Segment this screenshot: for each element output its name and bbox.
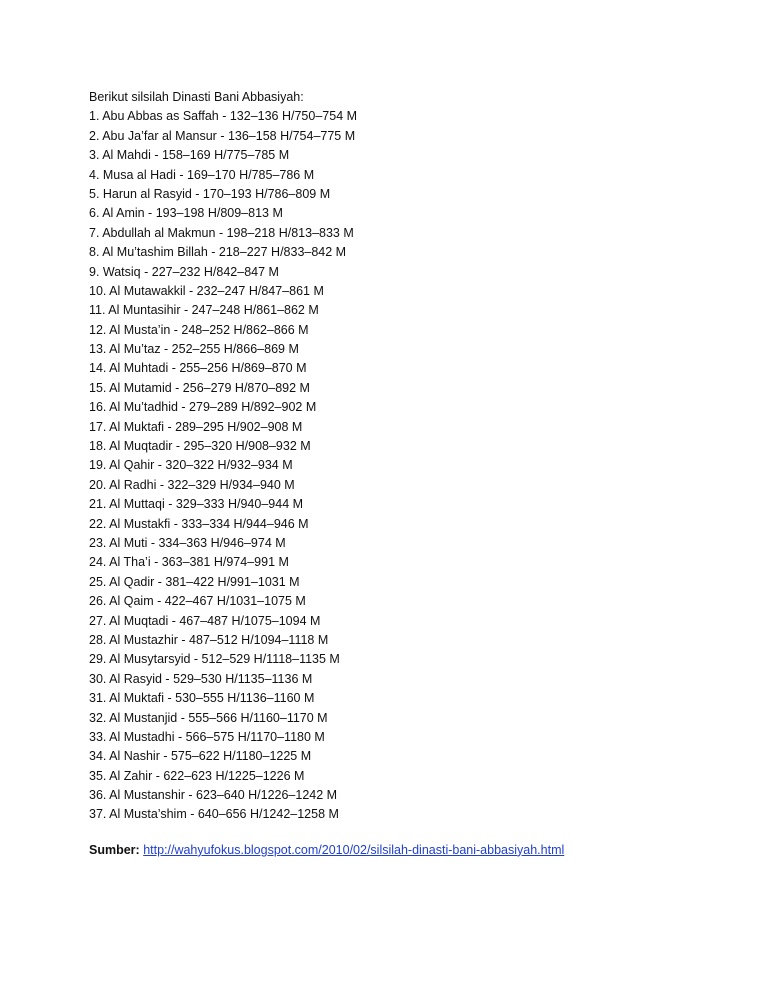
list-item: 20. Al Radhi - 322–329 H/934–940 M: [89, 477, 295, 492]
source-line: [89, 840, 729, 860]
list-item: 3. Al Mahdi - 158–169 H/775–785 M: [89, 148, 290, 163]
list-item: 27. Al Muqtadi - 467–487 H/1075–1094 M: [89, 613, 321, 628]
caliph-list: [89, 107, 729, 824]
list-item: 35. Al Zahir - 622–623 H/1225–1226 M: [89, 768, 305, 783]
list-item: 4. Musa al Hadi - 169–170 H/785–786 M: [89, 167, 315, 182]
list-item: 21. Al Muttaqi - 329–333 H/940–944 M: [89, 497, 304, 512]
list-item: 18. Al Muqtadir - 295–320 H/908–932 M: [89, 439, 311, 454]
source-link[interactable]: http://wahyufokus.blogspot.com/2010/02/silsilah-dinasti-bani-abbasiyah.html: [143, 842, 565, 857]
list-item: 24. Al Tha’i - 363–381 H/974–991 M: [89, 555, 289, 570]
document-heading: Berikut silsilah Dinasti Bani Abbasiyah:: [89, 90, 304, 104]
list-item: 19. Al Qahir - 320–322 H/932–934 M: [89, 458, 293, 473]
list-item: 8. Al Mu’tashim Billah - 218–227 H/833–842 M: [89, 245, 347, 260]
list-item: 37. Al Musta’shim - 640–656 H/1242–1258 M: [89, 807, 339, 822]
list-item: 5. Harun al Rasyid - 170–193 H/786–809 M: [89, 186, 331, 201]
list-item: 16. Al Mu’tadhid - 279–289 H/892–902 M: [89, 400, 317, 415]
list-item: 10. Al Mutawakkil - 232–247 H/847–861 M: [89, 283, 324, 298]
list-item: 32. Al Mustanjid - 555–566 H/1160–1170 M: [89, 710, 328, 725]
list-item: 6. Al Amin - 193–198 H/809–813 M: [89, 206, 283, 221]
list-item: 33. Al Mustadhi - 566–575 H/1170–1180 M: [89, 729, 325, 744]
source-label: Sumber:: [89, 842, 140, 857]
list-item: 9. Watsiq - 227–232 H/842–847 M: [89, 264, 279, 279]
list-item: 30. Al Rasyid - 529–530 H/1135–1136 M: [89, 671, 313, 686]
list-item: 25. Al Qadir - 381–422 H/991–1031 M: [89, 574, 300, 589]
list-item: 2. Abu Ja’far al Mansur - 136–158 H/754–775 M: [89, 128, 356, 143]
list-item: 15. Al Mutamid - 256–279 H/870–892 M: [89, 380, 310, 395]
list-item: 34. Al Nashir - 575–622 H/1180–1225 M: [89, 749, 312, 764]
list-item: 11. Al Muntasihir - 247–248 H/861–862 M: [89, 303, 319, 318]
list-item: 31. Al Muktafi - 530–555 H/1136–1160 M: [89, 691, 315, 706]
list-item: 28. Al Mustazhir - 487–512 H/1094–1118 M: [89, 632, 329, 647]
list-item: 13. Al Mu’taz - 252–255 H/866–869 M: [89, 342, 299, 357]
document-body: [89, 88, 729, 860]
list-item: 23. Al Muti - 334–363 H/946–974 M: [89, 535, 286, 550]
list-item: 36. Al Mustanshir - 623–640 H/1226–1242 M: [89, 788, 338, 803]
list-item: 17. Al Muktafi - 289–295 H/902–908 M: [89, 419, 303, 434]
list-item: 14. Al Muhtadi - 255–256 H/869–870 M: [89, 361, 307, 376]
list-item: 26. Al Qaim - 422–467 H/1031–1075 M: [89, 594, 306, 609]
list-item: 7. Abdullah al Makmun - 198–218 H/813–833 M: [89, 225, 354, 240]
list-item: 1. Abu Abbas as Saffah - 132–136 H/750–754 M: [89, 109, 358, 124]
list-item: 12. Al Musta’in - 248–252 H/862–866 M: [89, 322, 309, 337]
list-item: 29. Al Musytarsyid - 512–529 H/1118–1135 M: [89, 652, 340, 667]
list-item: 22. Al Mustakfi - 333–334 H/944–946 M: [89, 516, 309, 531]
